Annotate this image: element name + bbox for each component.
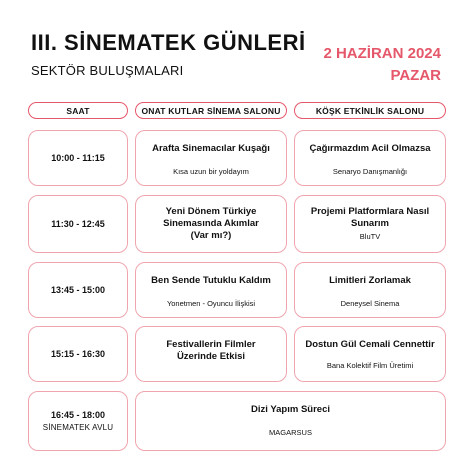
event-subtitle: Deneysel Sinema <box>340 298 400 308</box>
column-header-hall2: KÖŞK ETKİNLİK SALONU <box>294 102 446 119</box>
time-range: 11:30 - 12:45 <box>51 219 105 229</box>
time-range: 10:00 - 11:15 <box>51 153 105 163</box>
location-label: SİNEMATEK AVLU <box>42 423 114 432</box>
event-day: PAZAR <box>390 67 441 84</box>
event-card <box>135 262 287 318</box>
event-subtitle: BluTV <box>359 231 381 241</box>
event-card <box>294 262 446 318</box>
event-subtitle: Senaryo Danışmanlığı <box>332 166 408 176</box>
time-cell <box>28 195 128 253</box>
event-title: Yeni Dönem Türkiye Sinemasında Akımlar (Var mı?) <box>163 206 259 241</box>
time-range: 15:15 - 16:30 <box>50 349 106 359</box>
event-title: Ben Sende Tutuklu Kaldım <box>151 275 271 286</box>
event-subtitle: Bana Kolektif Film Üretimi <box>326 360 414 370</box>
event-card <box>294 195 446 253</box>
column-header-hall1: ONAT KUTLAR SİNEMA SALONU <box>135 102 287 119</box>
page-title: III. SİNEMATEK GÜNLERİ <box>31 30 306 55</box>
event-date: 2 HAZİRAN 2024 <box>323 45 441 62</box>
time-cell <box>28 326 128 382</box>
event-title: Festivallerin Filmler Üzerinde Etkisi <box>166 339 256 362</box>
time-cell <box>28 130 128 186</box>
event-title: Dostun Gül Cemali Cennettir <box>305 339 435 350</box>
event-title: Limitleri Zorlamak <box>329 275 411 286</box>
event-title: Çağırmazdım Acil Olmazsa <box>309 143 431 154</box>
event-card <box>135 130 287 186</box>
time-cell <box>28 391 128 451</box>
column-header-time: SAAT <box>28 102 128 119</box>
event-subtitle: Yonetmen - Oyuncu İlişkisi <box>166 298 256 308</box>
event-title: Projemi Platformlara Nasıl Sunarım <box>310 206 430 229</box>
event-card <box>135 391 446 451</box>
event-card <box>135 326 287 382</box>
time-cell <box>28 262 128 318</box>
event-title: Arafta Sinemacılar Kuşağı <box>152 143 270 154</box>
event-card <box>294 130 446 186</box>
event-title: Dizi Yapım Süreci <box>250 404 331 415</box>
time-range: 13:45 - 15:00 <box>50 285 106 295</box>
page-subtitle: SEKTÖR BULUŞMALARI <box>31 63 184 78</box>
time-range: 16:45 - 18:00 <box>50 410 106 420</box>
event-card <box>294 326 446 382</box>
event-subtitle: Kısa uzun bir yoldayım <box>173 166 249 176</box>
event-card <box>135 195 287 253</box>
event-subtitle: MAGARSUS <box>269 427 312 437</box>
